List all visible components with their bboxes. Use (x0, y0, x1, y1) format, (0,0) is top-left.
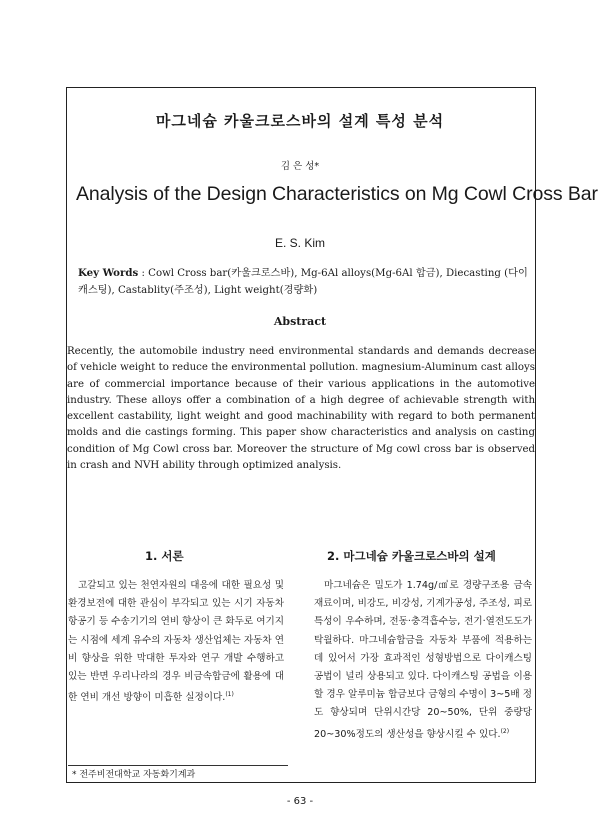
abstract-body: Recently, the automobile industry need environmental standards and demands decrease of vehicle weight to reduce the environmental pollution. magnesium-Aluminum cast alloys are of commercial importance because of their various applications in the automotive industry. These alloys offer a combination of a high degree of achievable strength with excellent castability, light weight and good machinability with regard to both permanent molds and die castings forming. This paper show characteristics and analysis on casting condition of Mg Cowl cross bar. Moreover the structure of Mg cowl cross bar is observed in crash and NVH ability through optimized analysis. (67, 346, 535, 472)
keywords-text: Cowl Cross bar(카울크로스바), Mg-6Al alloys(Mg-6Al 합금), Diecasting (다이캐스팅), Castablity(주조성), Light weight(경량화) (78, 268, 528, 296)
english-author: E. S. Kim (274, 236, 325, 250)
section2-heading: 2. 마그네슘 카울크로스바의 설계 (327, 549, 496, 563)
section1-body (68, 577, 284, 708)
section2-ref: (2) (500, 727, 510, 735)
korean-title: 마그네슘 카울크로스바의 설계 특성 분석 (155, 112, 445, 130)
section1-text: 고갈되고 있는 천연자원의 대응에 대한 필요성 및 환경보전에 대한 관심이 부각되고 있는 시기 자동차 항공기 등 수송기기의 연비 향상이 큰 화두로 여기지는 시점에 세계 유수의 자동차 생산업체는 자동차 연비 향상을 위한 막대한 투자와 연구 개발 수행하고 있는 반면 우리나라의 경우 비금속합금에 활용에 대한 연비 개선 방향이 미흡한 실정이다. (68, 580, 284, 704)
footnote: * 전주비전대학교 자동화기계과 (72, 770, 196, 780)
keywords-label: Key Words (78, 267, 139, 279)
korean-author: 김 은 성* (280, 161, 320, 172)
abstract-heading: Abstract (273, 315, 327, 328)
footnote-rule (68, 765, 288, 766)
keywords-separator: : (141, 268, 145, 279)
english-title: Analysis of the Design Characteristics on Mg Cowl Cross Bar (76, 183, 598, 205)
section2-text: 마그네슘은 밀도가 1.74g/㎤로 경량구조용 금속재료이며, 비강도, 비강성, 기계가공성, 주조성, 피로특성이 우수하며, 전동·충격흡수능, 전기·열전도도가 탁월하다. 마그네슘합금을 자동차 부품에 적용하는데 있어서 가장 효과적인 성형방법으로 다이캐스팅 공법이 널리 상용되고 있다. 다이캐스팅 공법을 이용할 경우 알루미늄 합금보다 금형의 수명이 3~5배 정도 향상되며 단위시간당 20~50%, 단위 중량당 20~30%정도의 생산성을 향상시킬 수 있다. (314, 580, 532, 740)
section1-heading: 1. 서론 (145, 549, 184, 563)
keywords (78, 265, 533, 299)
section1-ref: (1) (225, 691, 234, 699)
section2-body (314, 577, 532, 744)
page-number: - 63 - (286, 796, 314, 807)
